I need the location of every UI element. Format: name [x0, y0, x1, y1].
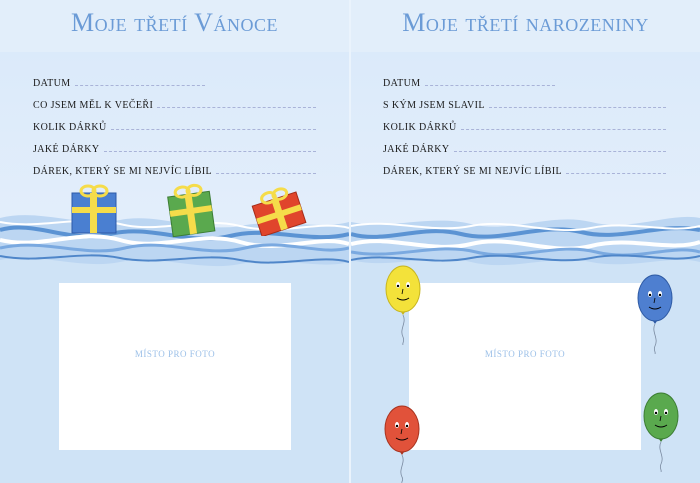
field-label: DATUM [33, 78, 71, 89]
write-line[interactable] [454, 151, 667, 152]
field-label: KOLIK DÁRKŮ [383, 122, 457, 133]
write-line[interactable] [104, 151, 317, 152]
field-label: CO JSEM MĚL K VEČEŘI [33, 100, 154, 111]
form-fields [33, 67, 316, 177]
field-label: JAKÉ DÁRKY [33, 144, 100, 155]
form-row-gift-types [383, 133, 666, 155]
form-row-gift-types [33, 133, 316, 155]
photo-placeholder[interactable] [409, 283, 641, 450]
christmas-page [0, 0, 349, 483]
form-row-favorite-gift [33, 155, 316, 177]
form-fields [383, 67, 666, 177]
field-label: JAKÉ DÁRKY [383, 144, 450, 155]
write-line[interactable] [157, 107, 316, 108]
field-label: DÁREK, KTERÝ SE MI NEJVÍC LÍBIL [383, 166, 563, 177]
form-row-date [383, 67, 666, 89]
write-line[interactable] [461, 129, 666, 130]
write-line[interactable] [75, 85, 205, 86]
field-label: DÁREK, KTERÝ SE MI NEJVÍC LÍBIL [33, 166, 213, 177]
field-label: KOLIK DÁRKŮ [33, 122, 107, 133]
write-line[interactable] [566, 173, 666, 174]
write-line[interactable] [216, 173, 316, 174]
form-row-dinner [33, 89, 316, 111]
form-row-favorite-gift [383, 155, 666, 177]
page-title: Moje třetí narozeniny [402, 8, 649, 37]
red-gift-icon [250, 186, 310, 236]
form-row-gift-count [33, 111, 316, 133]
form-row-gift-count [383, 111, 666, 133]
field-label: S KÝM JSEM SLAVIL [383, 100, 485, 111]
write-line[interactable] [489, 107, 666, 108]
birthday-page [351, 0, 700, 483]
red-balloon-icon [384, 405, 420, 483]
field-label: DATUM [383, 78, 421, 89]
yellow-balloon-icon [385, 265, 421, 345]
green-balloon-icon [643, 392, 679, 472]
photo-placeholder-label: MÍSTO PRO FOTO [484, 349, 566, 359]
green-gift-icon [166, 182, 216, 238]
blue-balloon-icon [637, 274, 673, 354]
page-title: Moje třetí Vánoce [71, 8, 278, 37]
write-line[interactable] [111, 129, 316, 130]
form-row-date [33, 67, 316, 89]
photo-placeholder-label: MÍSTO PRO FOTO [134, 349, 216, 359]
photo-placeholder[interactable] [59, 283, 291, 450]
blue-gift-icon [70, 183, 118, 235]
write-line[interactable] [425, 85, 555, 86]
form-row-celebrated-with [383, 89, 666, 111]
